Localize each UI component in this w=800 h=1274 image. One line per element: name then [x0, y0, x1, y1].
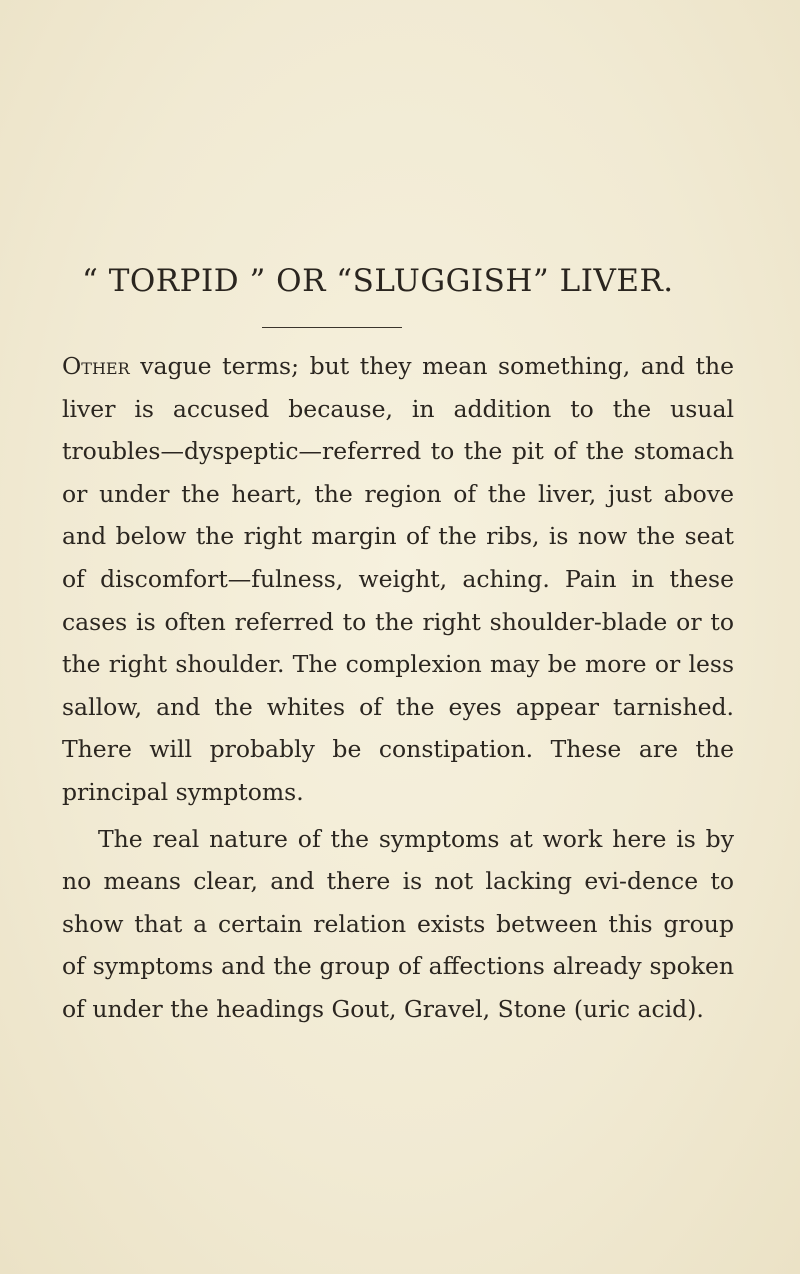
body-text [62, 345, 734, 1031]
paragraph-text: The real nature of the symptoms at work here is by no means clear, and there is not lacking evi-dence to show that a certain relation exists between this group of symptoms and the group of affections already spoken of under the headings Gout, Gravel, Stone (uric acid). [62, 824, 734, 1023]
paragraph-2 [62, 818, 734, 1031]
heading-rule-divider [262, 327, 402, 328]
paragraph-text: vague terms; but they mean something, and the liver is accused because, in addition to the usual troubles—dyspeptic—referred to the pit of the stomach or under the heart, the region of the liver, just above and below the right margin of the ribs, is now the seat of discomfort—fulness, weight, aching. Pain in these cases is often referred to the right shoulder-blade or to the right shoulder. The complexion may be more or less sallow, and the whites of the eyes appear tarnished. There will probably be constipation. These are the principal symptoms. [62, 352, 734, 806]
section-heading: “ TORPID ” OR “SLUGGISH” LIVER. [82, 263, 674, 299]
paragraph-1 [62, 345, 734, 814]
paragraph-lead-word: Other [62, 352, 130, 380]
